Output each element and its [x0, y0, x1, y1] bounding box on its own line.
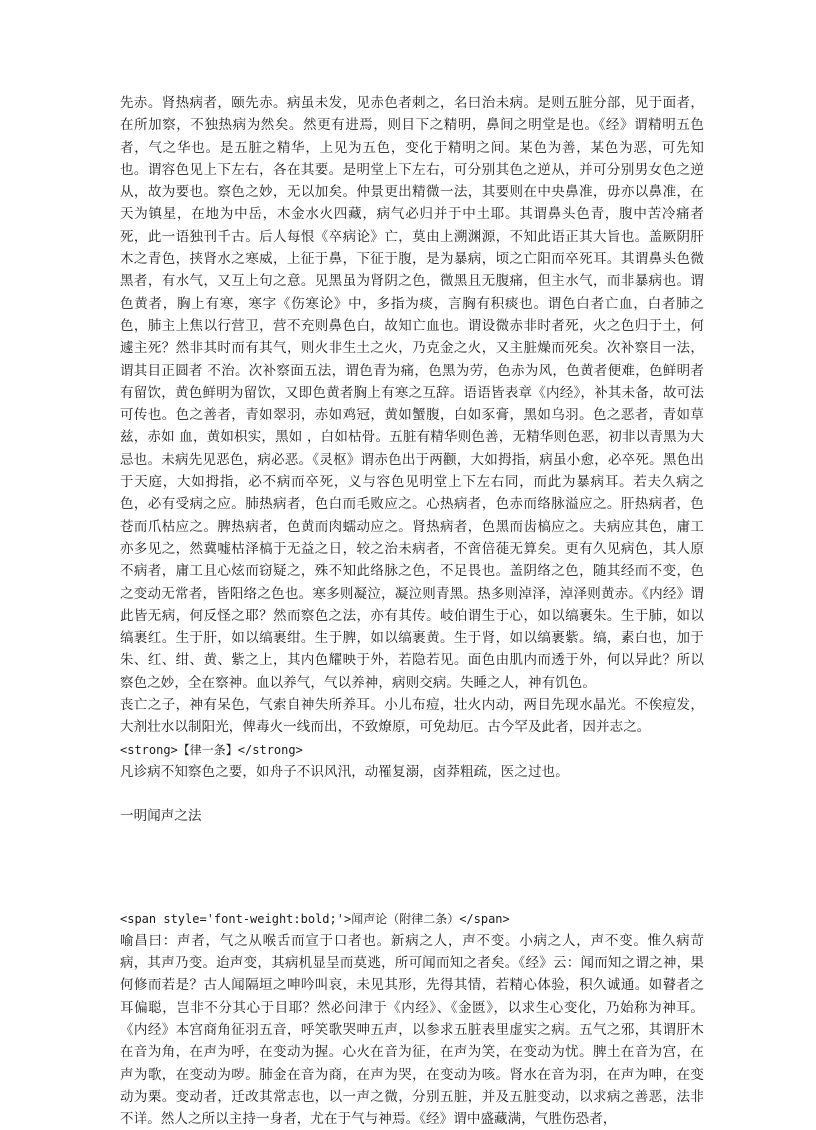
document-page — [120, 92, 704, 1130]
section-heading: 一明闻声之法 — [120, 808, 202, 825]
raw-markup-line: <strong>【律一条】</strong> — [120, 742, 303, 757]
body-paragraph: 丧亡之子，神有呆色，气索自神失所养耳。小儿布痘，壮火内动，两目先现水晶光。不俟痘发，大剂壮水以制阳光，俾毒火一线而出，不致燎原，可免劫厄。古今罕及此者，因并志之。 — [120, 697, 704, 736]
body-paragraph: 喻昌曰：声者，气之从喉舌而宣于口者也。新病之人，声不变。小病之人，声不变。惟久病苛病，其声乃变。迨声变，其病机显呈而莫逃，所可闻而知之者矣。《经》云：闻而知之谓之神，果何修而若是？古人闻隔垣之呻吟叫哀，未见其形，先得其情，若精心体验，积久诚通。如瞽者之耳偏聪，岂非不分其心于目耶？然必问津于《内经》、《金匮》，以求生心变化，乃始称为神耳。《内经》本宫商角征羽五音，呼笑歌哭呻五声，以参求五脏表里虚实之病。五气之邪，其谓肝木在音为角，在声为呼，在变动为握。心火在音为征，在声为笑，在变动为忧。脾土在音为宫，在声为歌，在变动为哕。肺金在音为商，在声为哭，在变动为咳。肾水在音为羽，在声为呻，在变动为栗。变动者，迁改其常志也，以一声之微，分别五脏，并及五脏变动，以求病之善恶，法非不详。然人之所以主持一身者，尤在于气与神焉。《经》谓中盛藏满，气胜伤恐者， — [120, 932, 704, 1128]
raw-markup-line: <span style='font-weight:bold;'>闻声论（附律二条）</span> — [120, 911, 510, 926]
body-paragraph: 先赤。肾热病者，颐先赤。病虽未发，见赤色者刺之，名曰治未病。是则五脏分部，见于面者，在所加察，不独热病为然矣。然更有进焉，则目下之精明，鼻间之明堂是也。《经》谓精明五色者，气之华也。是五脏之精华，上见为五色，变化于精明之间。某色为善，某色为恶，可先知也。谓容色见上下左右，各在其要。是明堂上下左右，可分别其色之逆从，并可分别男女色之逆从，故为要也。察色之妙，无以加矣。仲景更出精微一法，其要则在中央鼻准，毋亦以鼻准，在天为镇星，在地为中岳，木金水火四藏，病气必归并于中土耶。其谓鼻头色青，腹中苦冷痛者死，此一语独刊千古。后人每恨《卒病论》亡，莫由上溯渊源，不知此语正其大旨也。盖厥阴肝木之青色，挟肾水之寒威，上征于鼻，下征于腹，是为暴病，顷之亡阳而卒死耳。其谓鼻头色微黑者，有水气，又互上句之意。见黑虽为肾阴之色，微黑且无腹痛，但主水气，而非暴病也。谓色黄者，胸上有寒，寒字《伤寒论》中，多指为痰，言胸有积痰也。谓色白者亡血，白者肺之色，肺主上焦以行营卫，营不充则鼻色白，故知亡血也。谓设微赤非时者死，火之色归于土，何遽主死？然非其时而有其气，则火非生土之火，乃克金之火，又主脏燥而死矣。次补察目一法，谓其目正圆者 不治。次补察面五法，谓色青为痛，色黑为劳，色赤为风，色黄者便难，色鲜明者有留饮，黄色鲜明为留饮，又即色黄者胸上有寒之互辞。语语皆表章《内经》，补其未备，故可法可传也。色之善者，青如翠羽，赤如鸡冠，黄如蟹腹，白如豕膏，黑如乌羽。色之恶者，青如草兹，赤如 血，黄如枳实，黑如 ，白如枯骨。五脏有精华则色善，无精华则色恶，初非以青黑为大忌也。未病先见恶色，病必恶。《灵枢》谓赤色出于两颧，大如拇指，病虽小愈，必卒死。黑色出于天庭，大如拇指，必不病而卒死，义与容色见明堂上下左右同，而此为暴病耳。若夫久病之色，必有受病之应。肺热病者，色白而毛败应之。心热病者，色赤而络脉溢应之。肝热病者，色苍而爪枯应之。脾热病者，色黄而肉蠕动应之。肾热病者，色黑而齿槁应之。夫病应其色，庸工亦多见之，然冀嘘枯泽槁于无益之日，较之治未病者，不啻倍蓰无算矣。更有久见病色，其人原不病者，庸工且心炫而窃疑之，殊不知此络脉之色，不足畏也。盖阴络之色，随其经而不变，色之变动无常者，皆阳络之色也。寒多则凝泣，凝泣则青黑。热多则淖泽，淖泽则黄赤。《内经》谓此皆无病，何反怪之耶？然而察色之法，亦有其传。岐伯谓生于心，如以缟裹朱。生于肺，如以缟裹红。生于肝，如以缟裹绀。生于脾，如以缟裹黄。生于肾，如以缟裹紫。缟，素白也，加于朱、红、绀、黄、紫之上，其内色耀映于外，若隐若见。面色由肌内而透于外，何以异此？所以察色之妙，全在察神。血以养气，气以养神，病则交病。失睡之人，神有饥色。 — [120, 95, 704, 691]
rule-paragraph: 凡诊病不知察色之要，如舟子不识风汛，动罹复溺，卤莽粗疏，医之过也。 — [120, 763, 569, 780]
